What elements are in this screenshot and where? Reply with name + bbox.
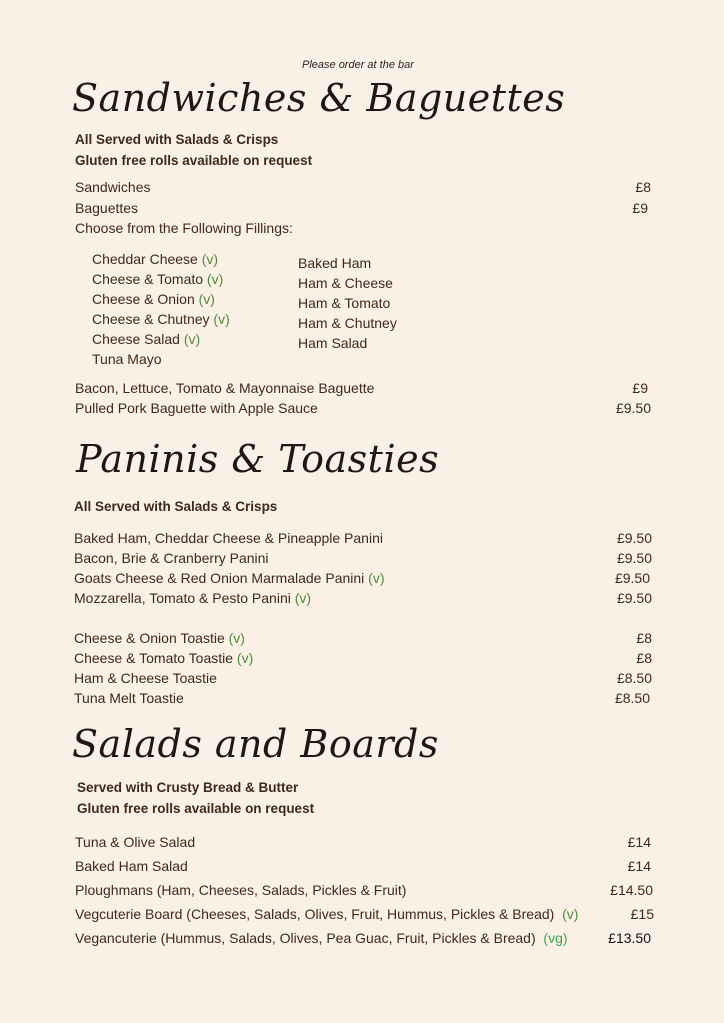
menu-item-price: £14.50 bbox=[610, 882, 653, 898]
filling-item bbox=[92, 331, 200, 347]
filling-name: Ham & Cheese bbox=[298, 275, 393, 291]
vegetarian-tag: (v) bbox=[201, 251, 219, 267]
item-name: Tuna Melt Toastie bbox=[74, 690, 184, 706]
menu-item-name bbox=[74, 590, 311, 606]
item-name: Ham & Cheese Toastie bbox=[74, 670, 217, 686]
filling-name: Cheese Salad bbox=[92, 331, 180, 347]
menu-item-price: £9.50 bbox=[616, 550, 652, 566]
vegetarian-tag: (v) bbox=[228, 630, 245, 646]
menu-item-price: £9 bbox=[632, 380, 648, 396]
vegetarian-tag: (v) bbox=[183, 331, 201, 347]
menu-item-price: £9.50 bbox=[616, 590, 652, 606]
section-subtitle: Gluten free rolls available on request bbox=[77, 801, 315, 816]
menu-item-name bbox=[75, 858, 188, 874]
filling-name: Ham & Chutney bbox=[298, 315, 397, 331]
filling-name: Cheese & Tomato bbox=[92, 271, 204, 287]
menu-item-price: £8 bbox=[636, 650, 652, 666]
section-subtitle: Served with Crusty Bread & Butter bbox=[77, 780, 299, 795]
vegetarian-tag: (v) bbox=[562, 906, 579, 922]
vegetarian-tag: (v) bbox=[294, 590, 312, 606]
filling-name: Cheese & Chutney bbox=[92, 311, 210, 327]
menu-item-name: Pulled Pork Baguette with Apple Sauce bbox=[75, 400, 318, 416]
menu-item-name bbox=[75, 882, 406, 898]
filling-name: Cheese & Onion bbox=[92, 291, 195, 307]
menu-item-price: £8.50 bbox=[616, 670, 652, 686]
item-name: Vegancuterie (Hummus, Salads, Olives, Pea Guac, Fruit, Pickles & Bread) bbox=[75, 930, 536, 946]
item-name: Tuna & Olive Salad bbox=[75, 834, 196, 850]
section-title-sandwiches: Sandwiches & Baguettes bbox=[72, 76, 566, 120]
item-name: Baked Ham, Cheddar Cheese & Pineapple Panini bbox=[74, 530, 383, 546]
menu-item-price: £8 bbox=[635, 179, 651, 195]
filling-name: Ham Salad bbox=[298, 335, 368, 351]
menu-item-name: Baguettes bbox=[75, 200, 139, 216]
vegetarian-tag: (v) bbox=[213, 311, 230, 327]
menu-item-price: £9.50 bbox=[616, 530, 652, 546]
menu-item-price: £14 bbox=[627, 834, 651, 850]
vegetarian-tag: (v) bbox=[198, 291, 215, 307]
vegetarian-tag: (v) bbox=[206, 271, 224, 287]
item-name: Cheese & Onion Toastie bbox=[74, 630, 225, 646]
menu-item-price: £9 bbox=[632, 200, 648, 216]
item-name: Vegcuterie Board (Cheeses, Salads, Olives, Fruit, Hummus, Pickles & Bread) bbox=[75, 906, 555, 922]
menu-item-name bbox=[74, 690, 184, 706]
section-subtitle: Gluten free rolls available on request bbox=[75, 153, 313, 168]
menu-item-price: £15 bbox=[630, 906, 654, 922]
vegan-tag: (vg) bbox=[543, 930, 568, 946]
item-name: Ploughmans (Ham, Cheeses, Salads, Pickles & Fruit) bbox=[75, 882, 407, 898]
menu-item-name bbox=[74, 570, 385, 586]
section-subtitle: All Served with Salads & Crisps bbox=[74, 499, 278, 514]
menu-item-name bbox=[74, 630, 245, 646]
item-name: Goats Cheese & Red Onion Marmalade Panini bbox=[74, 570, 365, 586]
order-note: Please order at the bar bbox=[302, 59, 414, 71]
vegetarian-tag: (v) bbox=[236, 650, 254, 666]
menu-item-name: Sandwiches bbox=[75, 179, 151, 195]
menu-item-price: £9.50 bbox=[615, 400, 651, 416]
filling-name: Cheddar Cheese bbox=[92, 251, 198, 267]
fillings-intro: Choose from the Following Fillings: bbox=[75, 220, 293, 236]
section-title-paninis: Paninis & Toasties bbox=[76, 437, 440, 481]
menu-item-price: £8.50 bbox=[614, 690, 650, 706]
filling-item bbox=[92, 291, 215, 307]
item-name: Mozzarella, Tomato & Pesto Panini bbox=[74, 590, 291, 606]
filling-item bbox=[92, 271, 223, 287]
vegetarian-tag: (v) bbox=[368, 570, 385, 586]
menu-item-name bbox=[74, 650, 253, 666]
item-name: Cheese & Tomato Toastie bbox=[74, 650, 234, 666]
menu-item-name bbox=[74, 530, 383, 546]
menu-item-price: £8 bbox=[636, 630, 652, 646]
item-name: Bacon, Brie & Cranberry Panini bbox=[74, 550, 269, 566]
item-name: Baked Ham Salad bbox=[75, 858, 188, 874]
menu-item-name: Bacon, Lettuce, Tomato & Mayonnaise Baguette bbox=[75, 380, 375, 396]
filling-item bbox=[92, 311, 230, 327]
filling-name: Ham & Tomato bbox=[298, 295, 391, 311]
menu-item-price: £14 bbox=[627, 858, 651, 874]
filling-name: Baked Ham bbox=[298, 255, 372, 271]
section-subtitle: All Served with Salads & Crisps bbox=[75, 132, 279, 147]
menu-item-name bbox=[75, 834, 195, 850]
menu-item-name bbox=[75, 930, 568, 946]
filling-name: Tuna Mayo bbox=[92, 351, 162, 367]
menu-item-name bbox=[74, 670, 217, 686]
menu-item-name bbox=[75, 906, 578, 922]
menu-item-name bbox=[74, 550, 269, 566]
menu-item-price: £9.50 bbox=[614, 570, 650, 586]
menu-item-price: £13.50 bbox=[608, 930, 651, 946]
section-title-salads: Salads and Boards bbox=[72, 722, 439, 766]
filling-item bbox=[92, 251, 218, 267]
filling-item bbox=[92, 351, 162, 367]
